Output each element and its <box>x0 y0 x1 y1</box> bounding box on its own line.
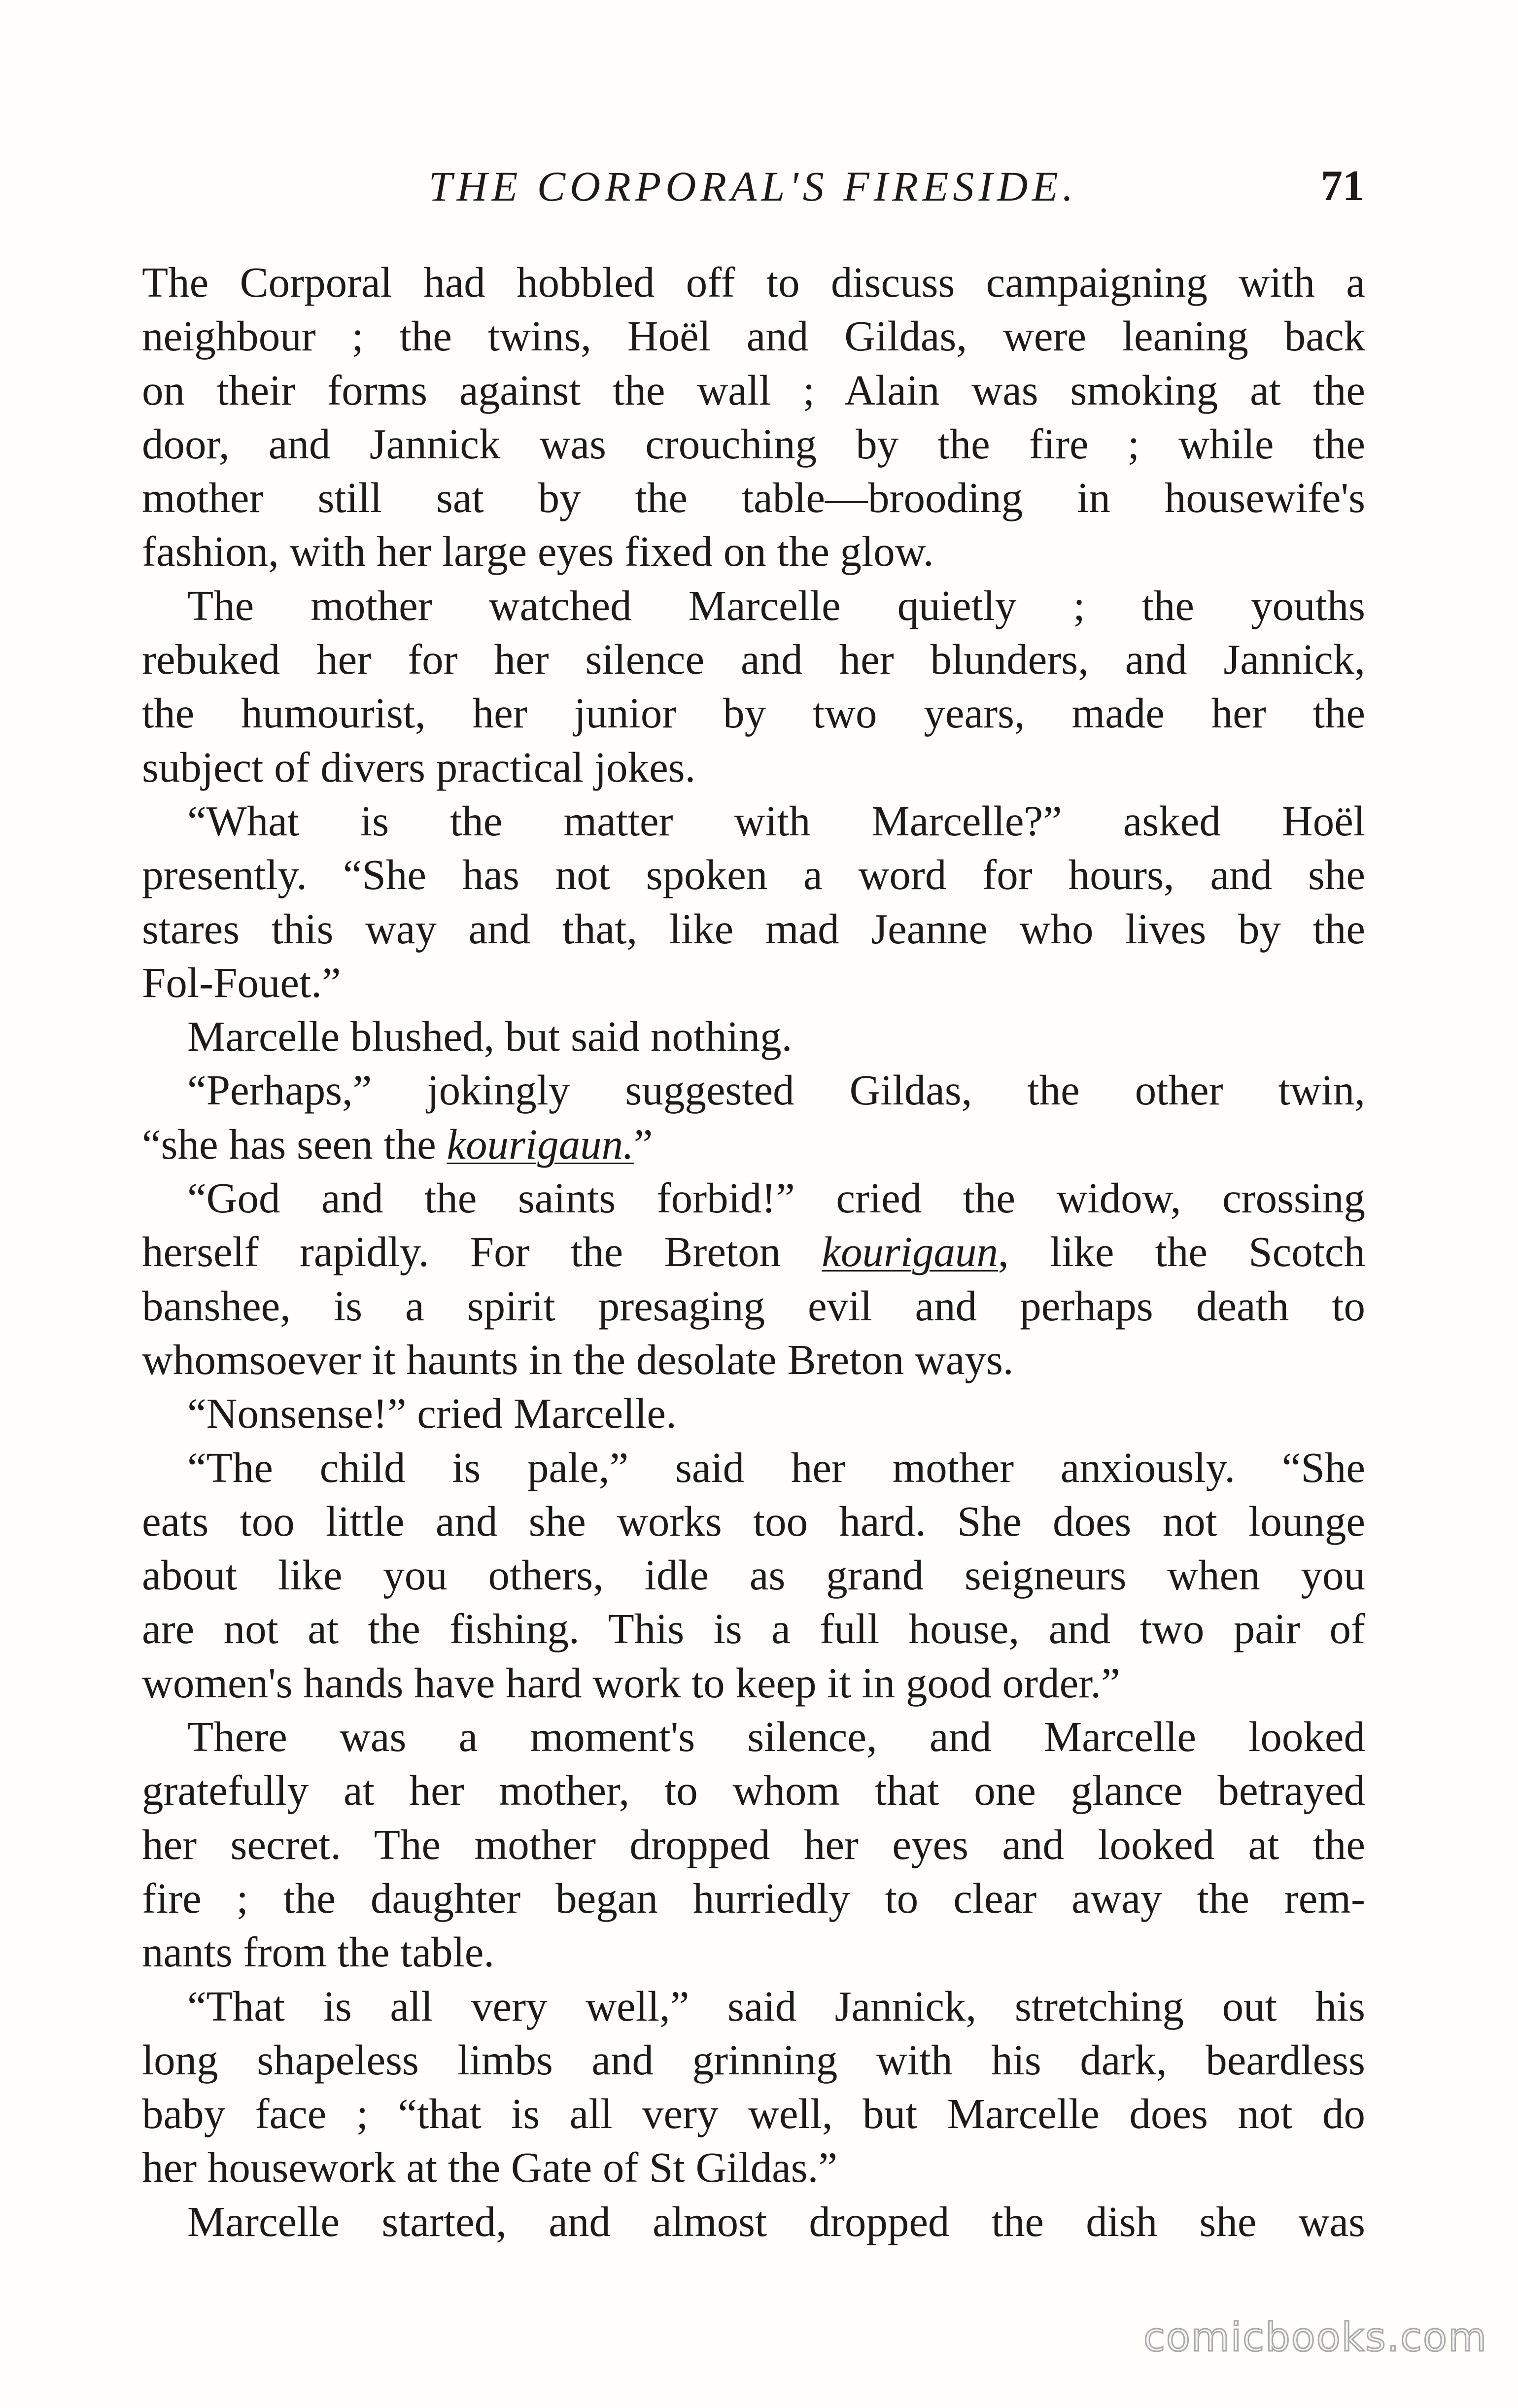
text-line: “Nonsense!” cried Marcelle. <box>187 1389 677 1438</box>
text-line: presently. “She has not spoken a word for hours, and she <box>142 851 1365 899</box>
text-line: are not at the fishing. This is a full house, and two pair of <box>142 1605 1365 1653</box>
text-fragment: ” <box>633 1120 653 1168</box>
text-line: fashion, with her large eyes fixed on the glow. <box>142 527 934 576</box>
text-line: “Perhaps,” jokingly suggested Gildas, the other twin, <box>187 1066 1365 1114</box>
text-line: banshee, is a spirit presaging evil and perhaps death to <box>142 1281 1365 1330</box>
text-line: rebuked her for her silence and her blunders, and Jannick, <box>142 635 1365 684</box>
body-text <box>142 255 1365 2248</box>
text-line: “That is all very well,” said Jannick, stretching out his <box>187 1982 1365 2030</box>
text-line <box>142 1117 1365 1171</box>
text-line: neighbour ; the twins, Hoël and Gildas, were leaning back <box>142 312 1365 360</box>
text-fragment: , like the Scotch <box>998 1228 1365 1276</box>
text-line: her housework at the Gate of St Gildas.” <box>142 2143 837 2192</box>
text-line: nants from the table. <box>142 1928 495 1976</box>
page-number: 71 <box>1321 162 1364 210</box>
text-line <box>142 1225 1365 1278</box>
text-line: door, and Jannick was crouching by the fire ; while the <box>142 419 1365 468</box>
text-line: the humourist, her junior by two years, made her the <box>142 689 1365 737</box>
text-fragment: “she has seen the <box>142 1120 447 1168</box>
text-line: subject of divers practical jokes. <box>142 743 696 791</box>
text-line: women's hands have hard work to keep it in good order.” <box>142 1658 1120 1707</box>
text-line: “The child is pale,” said her mother anxiously. “She <box>187 1443 1365 1491</box>
text-line: Marcelle started, and almost dropped the dish she was <box>187 2197 1365 2245</box>
text-line: Fol-Fouet.” <box>142 958 341 1006</box>
text-fragment: herself rapidly. For the Breton <box>142 1228 822 1276</box>
text-line: eats too little and she works too hard. She does not lounge <box>142 1497 1365 1545</box>
watermark: comicbooks.com <box>1143 2314 1487 2360</box>
text-line: on their forms against the wall ; Alain was smoking at the <box>142 366 1365 414</box>
text-line: The mother watched Marcelle quietly ; the youths <box>187 581 1365 629</box>
text-line: The Corporal had hobbled off to discuss campaigning with a <box>142 258 1365 306</box>
text-line: fire ; the daughter began hurriedly to clear away the rem- <box>142 1874 1365 1922</box>
text-line: “What is the matter with Marcelle?” asked Hoël <box>187 796 1365 845</box>
text-line: baby face ; “that is all very well, but Marcelle does not do <box>142 2090 1365 2138</box>
text-line: her secret. The mother dropped her eyes and looked at the <box>142 1820 1365 1868</box>
running-title: THE CORPORAL'S FIRESIDE. <box>428 163 1078 210</box>
text-line: whomsoever it haunts in the desolate Breton ways. <box>142 1335 1014 1383</box>
running-head <box>142 157 1364 216</box>
text-line: about like you others, idle as grand seigneurs when you <box>142 1551 1365 1599</box>
italic-term: kourigaun <box>822 1228 998 1276</box>
text-line: stares this way and that, like mad Jeanne who lives by the <box>142 904 1365 953</box>
text-line: There was a moment's silence, and Marcelle looked <box>187 1713 1365 1761</box>
text-line: long shapeless limbs and grinning with his dark, beardless <box>142 2035 1365 2084</box>
text-line: Marcelle blushed, but said nothing. <box>187 1012 793 1061</box>
text-line: “God and the saints forbid!” cried the widow, crossing <box>187 1174 1365 1222</box>
text-line: mother still sat by the table—brooding in housewife's <box>142 474 1365 522</box>
text-line: gratefully at her mother, to whom that one glance betrayed <box>142 1766 1365 1815</box>
italic-term: kourigaun. <box>447 1120 634 1168</box>
